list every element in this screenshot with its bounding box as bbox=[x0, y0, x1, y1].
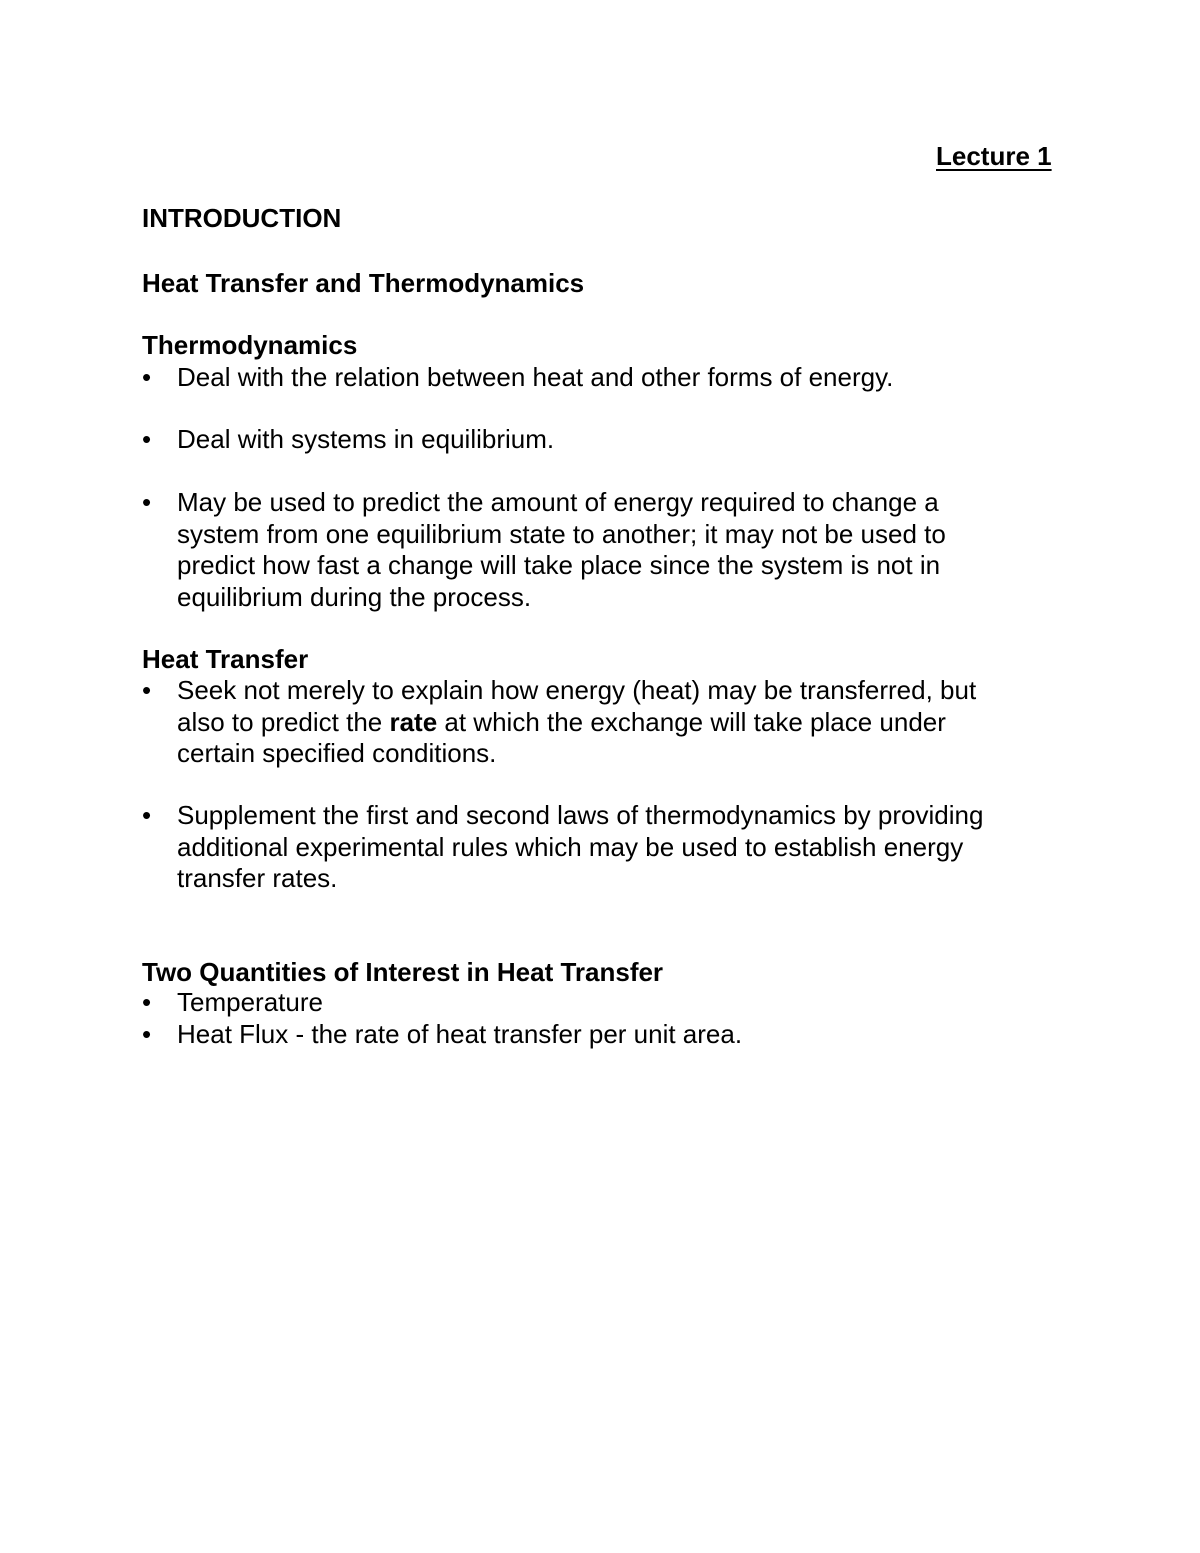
bullet-text-line: transfer rates. bbox=[177, 863, 338, 893]
bullet-text-line: predict how fast a change will take place since the system is not in bbox=[177, 550, 941, 580]
bullet-text-line: equilibrium during the process. bbox=[177, 581, 532, 612]
bullet-text: Deal with systems in equilibrium. bbox=[177, 424, 555, 454]
list-item bbox=[142, 987, 1042, 1019]
bullet-text: Heat Flux - the rate of heat transfer per unit area. bbox=[177, 1019, 743, 1049]
bullet-icon: • bbox=[142, 487, 152, 517]
list-item bbox=[142, 424, 1042, 456]
thermodynamics-heading: Thermodynamics bbox=[142, 330, 358, 360]
bullet-text: Deal with the relation between heat and other forms of energy. bbox=[177, 362, 894, 392]
section-title: INTRODUCTION bbox=[142, 203, 342, 233]
bullet-text-line: Supplement the first and second laws of thermodynamics by providing bbox=[177, 800, 984, 830]
list-item bbox=[142, 675, 1042, 770]
bullet-text-line: additional experimental rules which may be used to establish energy bbox=[177, 831, 964, 862]
bullet-text: Temperature bbox=[177, 987, 323, 1017]
bullet-icon: • bbox=[142, 987, 152, 1017]
bullet-text-line: certain specified conditions. bbox=[177, 738, 497, 768]
list-item bbox=[142, 1019, 1042, 1051]
bullet-text-line bbox=[177, 707, 1042, 739]
bullet-icon: • bbox=[142, 362, 152, 392]
bullet-text-line: Seek not merely to explain how energy (heat) may be transferred, but bbox=[177, 675, 977, 705]
emphasis-rate: rate bbox=[389, 706, 438, 737]
list-item bbox=[142, 362, 1042, 394]
bullet-icon: • bbox=[142, 1019, 152, 1049]
bullet-icon: • bbox=[142, 800, 152, 830]
heat-transfer-heading: Heat Transfer bbox=[142, 644, 309, 674]
bullet-text-fragment: also to predict the bbox=[177, 706, 390, 737]
bullet-icon: • bbox=[142, 675, 152, 705]
topic-title: Heat Transfer and Thermodynamics bbox=[142, 268, 585, 298]
bullet-text-fragment: at which the exchange will take place under bbox=[437, 706, 946, 737]
lecture-label: Lecture 1 bbox=[936, 141, 1052, 171]
bullet-text-line: May be used to predict the amount of energy required to change a bbox=[177, 487, 939, 517]
list-item bbox=[142, 487, 1042, 613]
bullet-text-line: system from one equilibrium state to another; it may not be used to bbox=[177, 518, 946, 549]
list-item bbox=[142, 800, 1042, 895]
quantities-heading: Two Quantities of Interest in Heat Transfer bbox=[142, 957, 664, 987]
bullet-icon: • bbox=[142, 424, 152, 454]
